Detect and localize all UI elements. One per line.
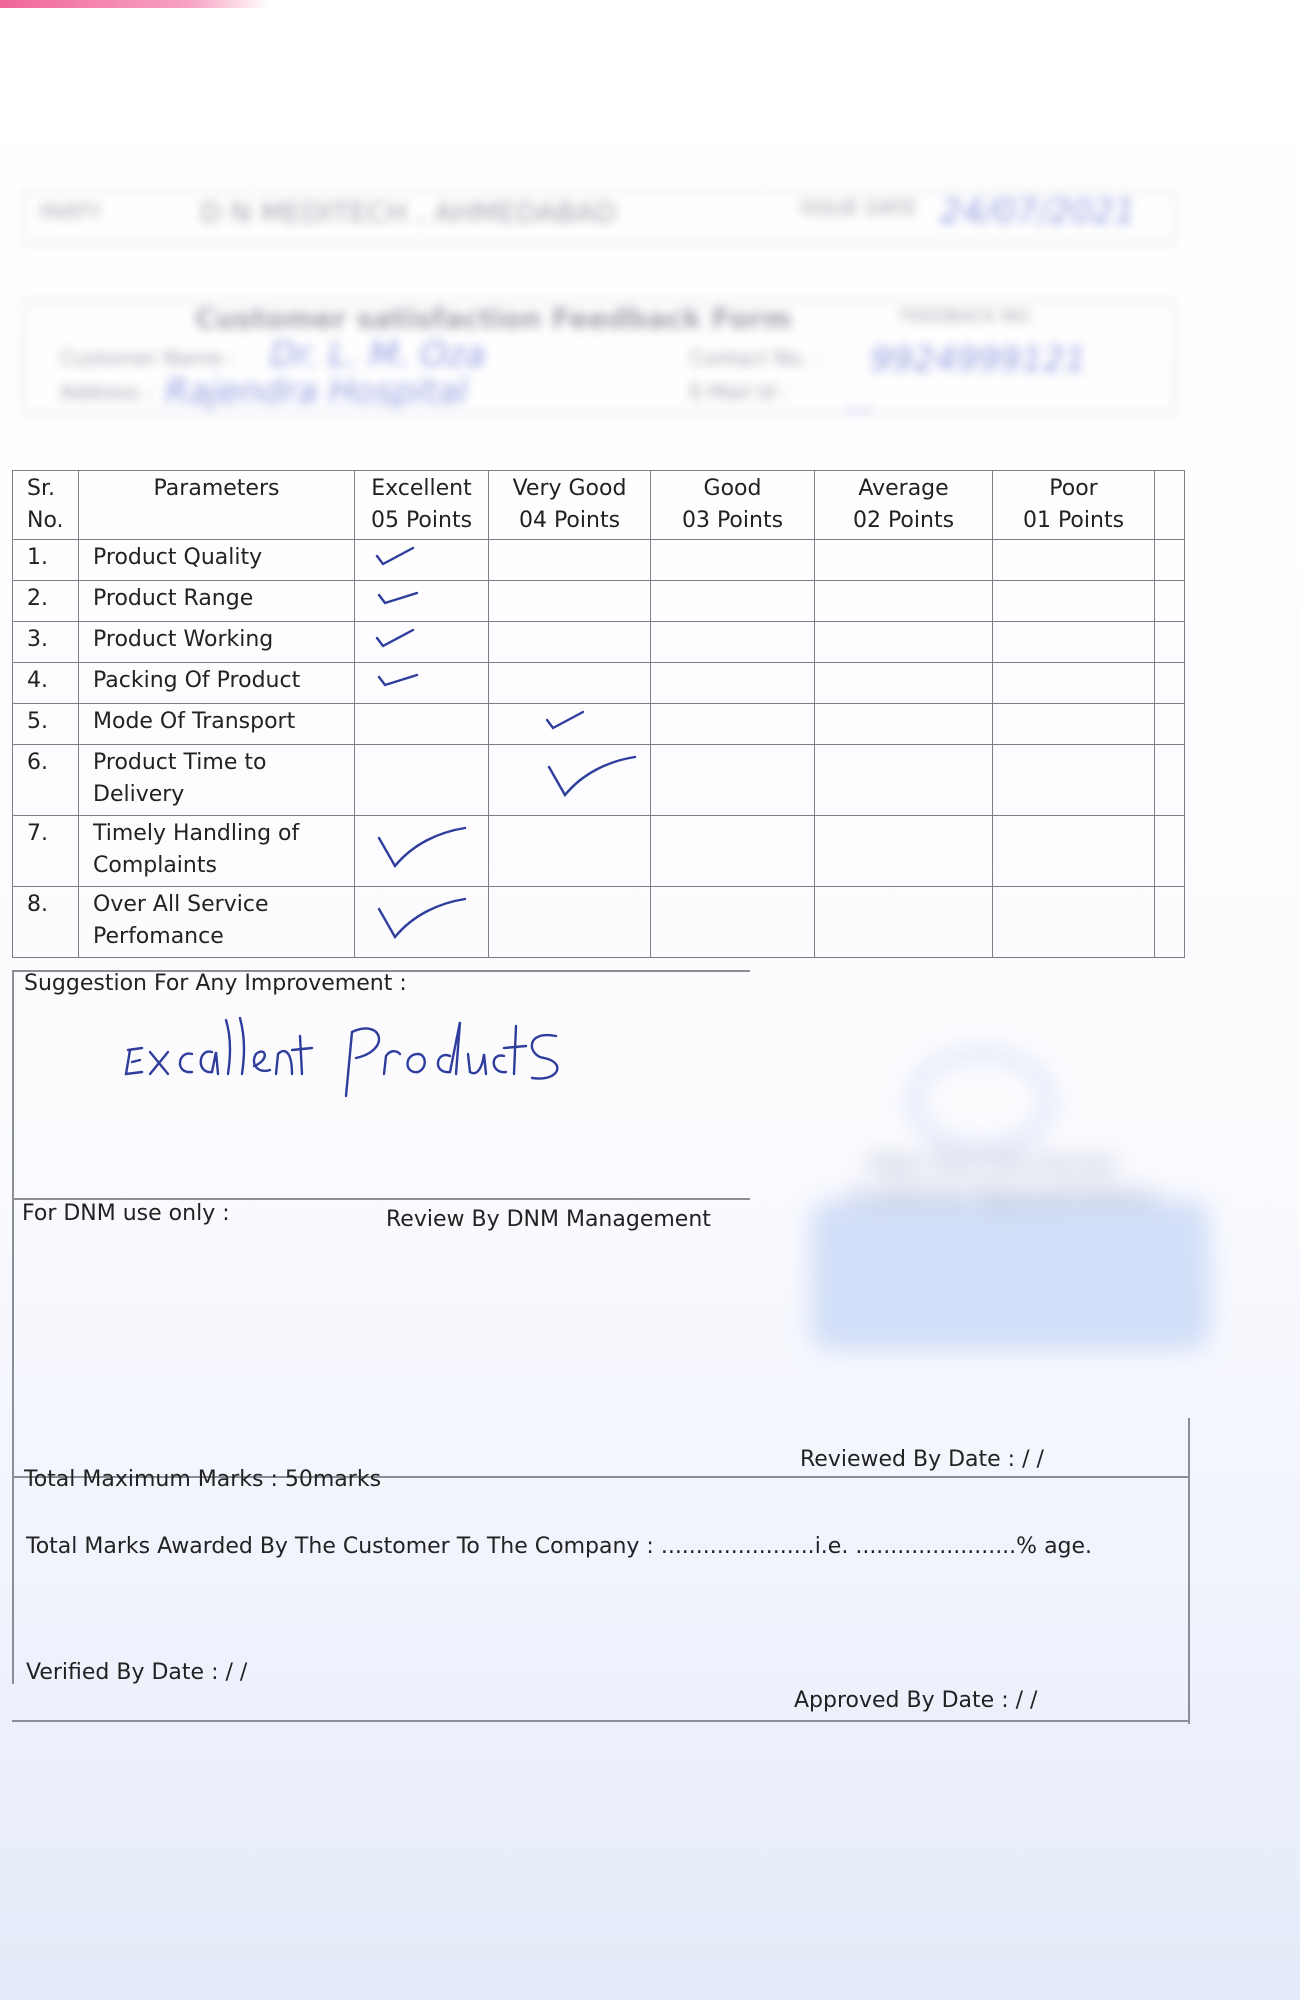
scan-edge-streak <box>0 0 270 8</box>
handwritten-suggestion <box>120 1000 660 1100</box>
dnm-top-rule <box>12 1198 750 1200</box>
parameter-label-cont: Complaints <box>93 853 217 878</box>
customer-name-label: Customer Name : <box>60 346 236 370</box>
rating-cell <box>355 745 489 816</box>
parameter-label: Mode Of Transport <box>93 709 296 734</box>
dnm-review-label: Review By DNM Management <box>386 1207 711 1232</box>
parameter-label: Product Range <box>93 586 254 611</box>
header-points: 03 Points <box>681 508 784 533</box>
issue-date-value: 24/07/2021 <box>940 192 1136 232</box>
stamp-role: Customer Representative <box>850 1182 1156 1210</box>
rating-cell <box>993 663 1155 704</box>
table-row <box>13 887 1185 958</box>
rating-cell <box>355 622 489 663</box>
awarded-ie: i.e. <box>814 1534 856 1559</box>
parameter-cell <box>79 663 355 704</box>
header-label: Sr. <box>27 476 55 501</box>
header-label: Excellent <box>371 476 472 501</box>
header-cell-spare <box>1155 471 1185 540</box>
spare-cell <box>1155 887 1185 958</box>
parameter-label: Product Time to <box>93 750 267 775</box>
checkmark-icon <box>373 889 469 945</box>
rating-cell <box>815 704 993 745</box>
checkmark-icon <box>543 747 639 803</box>
contact-value: 9924999121 <box>870 340 1087 380</box>
party-label: PARTY <box>40 200 102 224</box>
feedback-no-label: FEEDBACK NO. <box>900 306 1035 327</box>
header-label: Parameters <box>153 476 280 501</box>
checkmark-icon <box>373 665 433 691</box>
party-value: D N MEDITECH , AHMEDABAD <box>200 196 617 229</box>
table-header-row <box>13 471 1185 540</box>
form-title: Customer satisfaction Feedback Form <box>195 302 792 335</box>
parameter-cell <box>79 540 355 581</box>
awarded-blank-1: ...................... <box>660 1534 815 1559</box>
parameter-label: Over All Service <box>93 892 269 917</box>
sr-no-cell: 7. <box>13 816 79 887</box>
address-value: Rajendra Hospital <box>165 372 468 412</box>
parameter-label: Timely Handling of <box>93 821 300 846</box>
header-label: Poor <box>1049 476 1098 501</box>
rating-cell <box>355 581 489 622</box>
stamp-name: Raja Tour Anil Kumar <box>870 1150 1119 1178</box>
table-row <box>13 745 1185 816</box>
header-points: 05 Points <box>370 508 473 533</box>
header-cell-3 <box>489 471 651 540</box>
checkmark-icon <box>543 706 603 732</box>
checkmark-icon <box>373 583 433 609</box>
checkmark-icon <box>373 624 433 650</box>
header-cell-5 <box>815 471 993 540</box>
parameter-cell <box>79 745 355 816</box>
blurred-stamp <box>800 1030 1220 1350</box>
rating-cell <box>489 704 651 745</box>
spare-cell <box>1155 704 1185 745</box>
rating-cell <box>489 816 651 887</box>
header-label: Good <box>703 476 762 501</box>
address-label: Address : <box>60 380 153 404</box>
awarded-suffix: % age. <box>1016 1534 1093 1559</box>
header-cell-2 <box>355 471 489 540</box>
spare-cell <box>1155 745 1185 816</box>
rating-cell <box>355 816 489 887</box>
sr-no-cell: 4. <box>13 663 79 704</box>
table-row <box>13 816 1185 887</box>
rating-cell <box>489 581 651 622</box>
rating-cell <box>489 663 651 704</box>
table-row <box>13 663 1185 704</box>
parameter-label-cont: Perfomance <box>93 924 224 949</box>
issue-date-label: ISSUE DATE <box>800 196 917 220</box>
header-points: 04 Points <box>518 508 621 533</box>
table-row <box>13 622 1185 663</box>
rating-cell <box>815 622 993 663</box>
parameter-cell <box>79 581 355 622</box>
rating-cell <box>651 745 815 816</box>
rating-cell <box>651 704 815 745</box>
form-left-rule <box>12 970 14 1684</box>
header-points: 01 Points <box>1022 508 1125 533</box>
header-cell-6 <box>993 471 1155 540</box>
spare-cell <box>1155 622 1185 663</box>
sr-no-cell: 3. <box>13 622 79 663</box>
checkmark-icon <box>373 818 469 874</box>
sr-no-cell: 6. <box>13 745 79 816</box>
rating-cell <box>355 887 489 958</box>
header-cell-4 <box>651 471 815 540</box>
form-right-rule <box>1188 1418 1190 1724</box>
email-value: ... <box>845 385 874 420</box>
total-max-marks: Total Maximum Marks : 50marks <box>24 1467 382 1492</box>
rating-cell <box>651 663 815 704</box>
table-row <box>13 540 1185 581</box>
header-cell-0 <box>13 471 79 540</box>
email-label: E-Mail Id : <box>690 380 789 404</box>
parameter-cell <box>79 704 355 745</box>
spare-cell <box>1155 540 1185 581</box>
header-label: Very Good <box>512 476 627 501</box>
rating-cell <box>651 581 815 622</box>
awarded-prefix: Total Marks Awarded By The Customer To The Company : <box>26 1534 661 1559</box>
rating-cell <box>993 622 1155 663</box>
rating-cell <box>993 581 1155 622</box>
suggestion-label: Suggestion For Any Improvement : <box>24 971 407 996</box>
customer-name-value: Dr. L. M. Oza <box>270 335 486 375</box>
header-points: 02 Points <box>852 508 955 533</box>
rating-cell <box>993 887 1155 958</box>
total-marks-awarded <box>26 1534 1092 1559</box>
spare-cell <box>1155 816 1185 887</box>
rating-cell <box>993 816 1155 887</box>
table-row <box>13 581 1185 622</box>
sr-no-cell: 5. <box>13 704 79 745</box>
parameter-label-cont: Delivery <box>93 782 185 807</box>
rating-cell <box>355 540 489 581</box>
verified-by-date: Verified By Date : / / <box>26 1660 248 1685</box>
parameter-label: Product Working <box>93 627 274 652</box>
rating-cell <box>815 816 993 887</box>
sr-no-cell: 2. <box>13 581 79 622</box>
rating-cell <box>815 663 993 704</box>
parameter-cell <box>79 887 355 958</box>
rating-cell <box>651 622 815 663</box>
sr-no-cell: 8. <box>13 887 79 958</box>
rating-cell <box>993 540 1155 581</box>
rating-cell <box>489 622 651 663</box>
spare-cell <box>1155 663 1185 704</box>
rating-cell <box>489 540 651 581</box>
rating-cell <box>651 540 815 581</box>
rating-cell <box>355 663 489 704</box>
parameter-label: Product Quality <box>93 545 263 570</box>
awarded-blank-2: ....................... <box>855 1534 1017 1559</box>
dnm-use-label: For DNM use only : <box>22 1201 230 1226</box>
rating-cell <box>993 704 1155 745</box>
rating-cell <box>815 540 993 581</box>
header-points: No. <box>27 508 64 533</box>
reviewed-by-date: Reviewed By Date : / / <box>800 1447 1044 1472</box>
parameter-cell <box>79 622 355 663</box>
approved-by-date: Approved By Date : / / <box>794 1688 1038 1713</box>
header-label: Average <box>858 476 949 501</box>
parameter-label: Packing Of Product <box>93 668 301 693</box>
form-bottom-rule <box>12 1720 1188 1722</box>
spare-cell <box>1155 581 1185 622</box>
contact-label: Contact No. : <box>690 346 821 370</box>
rating-cell <box>355 704 489 745</box>
sr-no-cell: 1. <box>13 540 79 581</box>
rating-cell <box>993 745 1155 816</box>
rating-cell <box>815 581 993 622</box>
table-row <box>13 704 1185 745</box>
rating-cell <box>489 745 651 816</box>
rating-cell <box>489 887 651 958</box>
rating-cell <box>651 816 815 887</box>
parameters-table <box>12 470 1185 958</box>
rating-cell <box>651 887 815 958</box>
header-cell-1 <box>79 471 355 540</box>
rating-cell <box>815 887 993 958</box>
parameter-cell <box>79 816 355 887</box>
rating-cell <box>815 745 993 816</box>
checkmark-icon <box>373 542 433 568</box>
